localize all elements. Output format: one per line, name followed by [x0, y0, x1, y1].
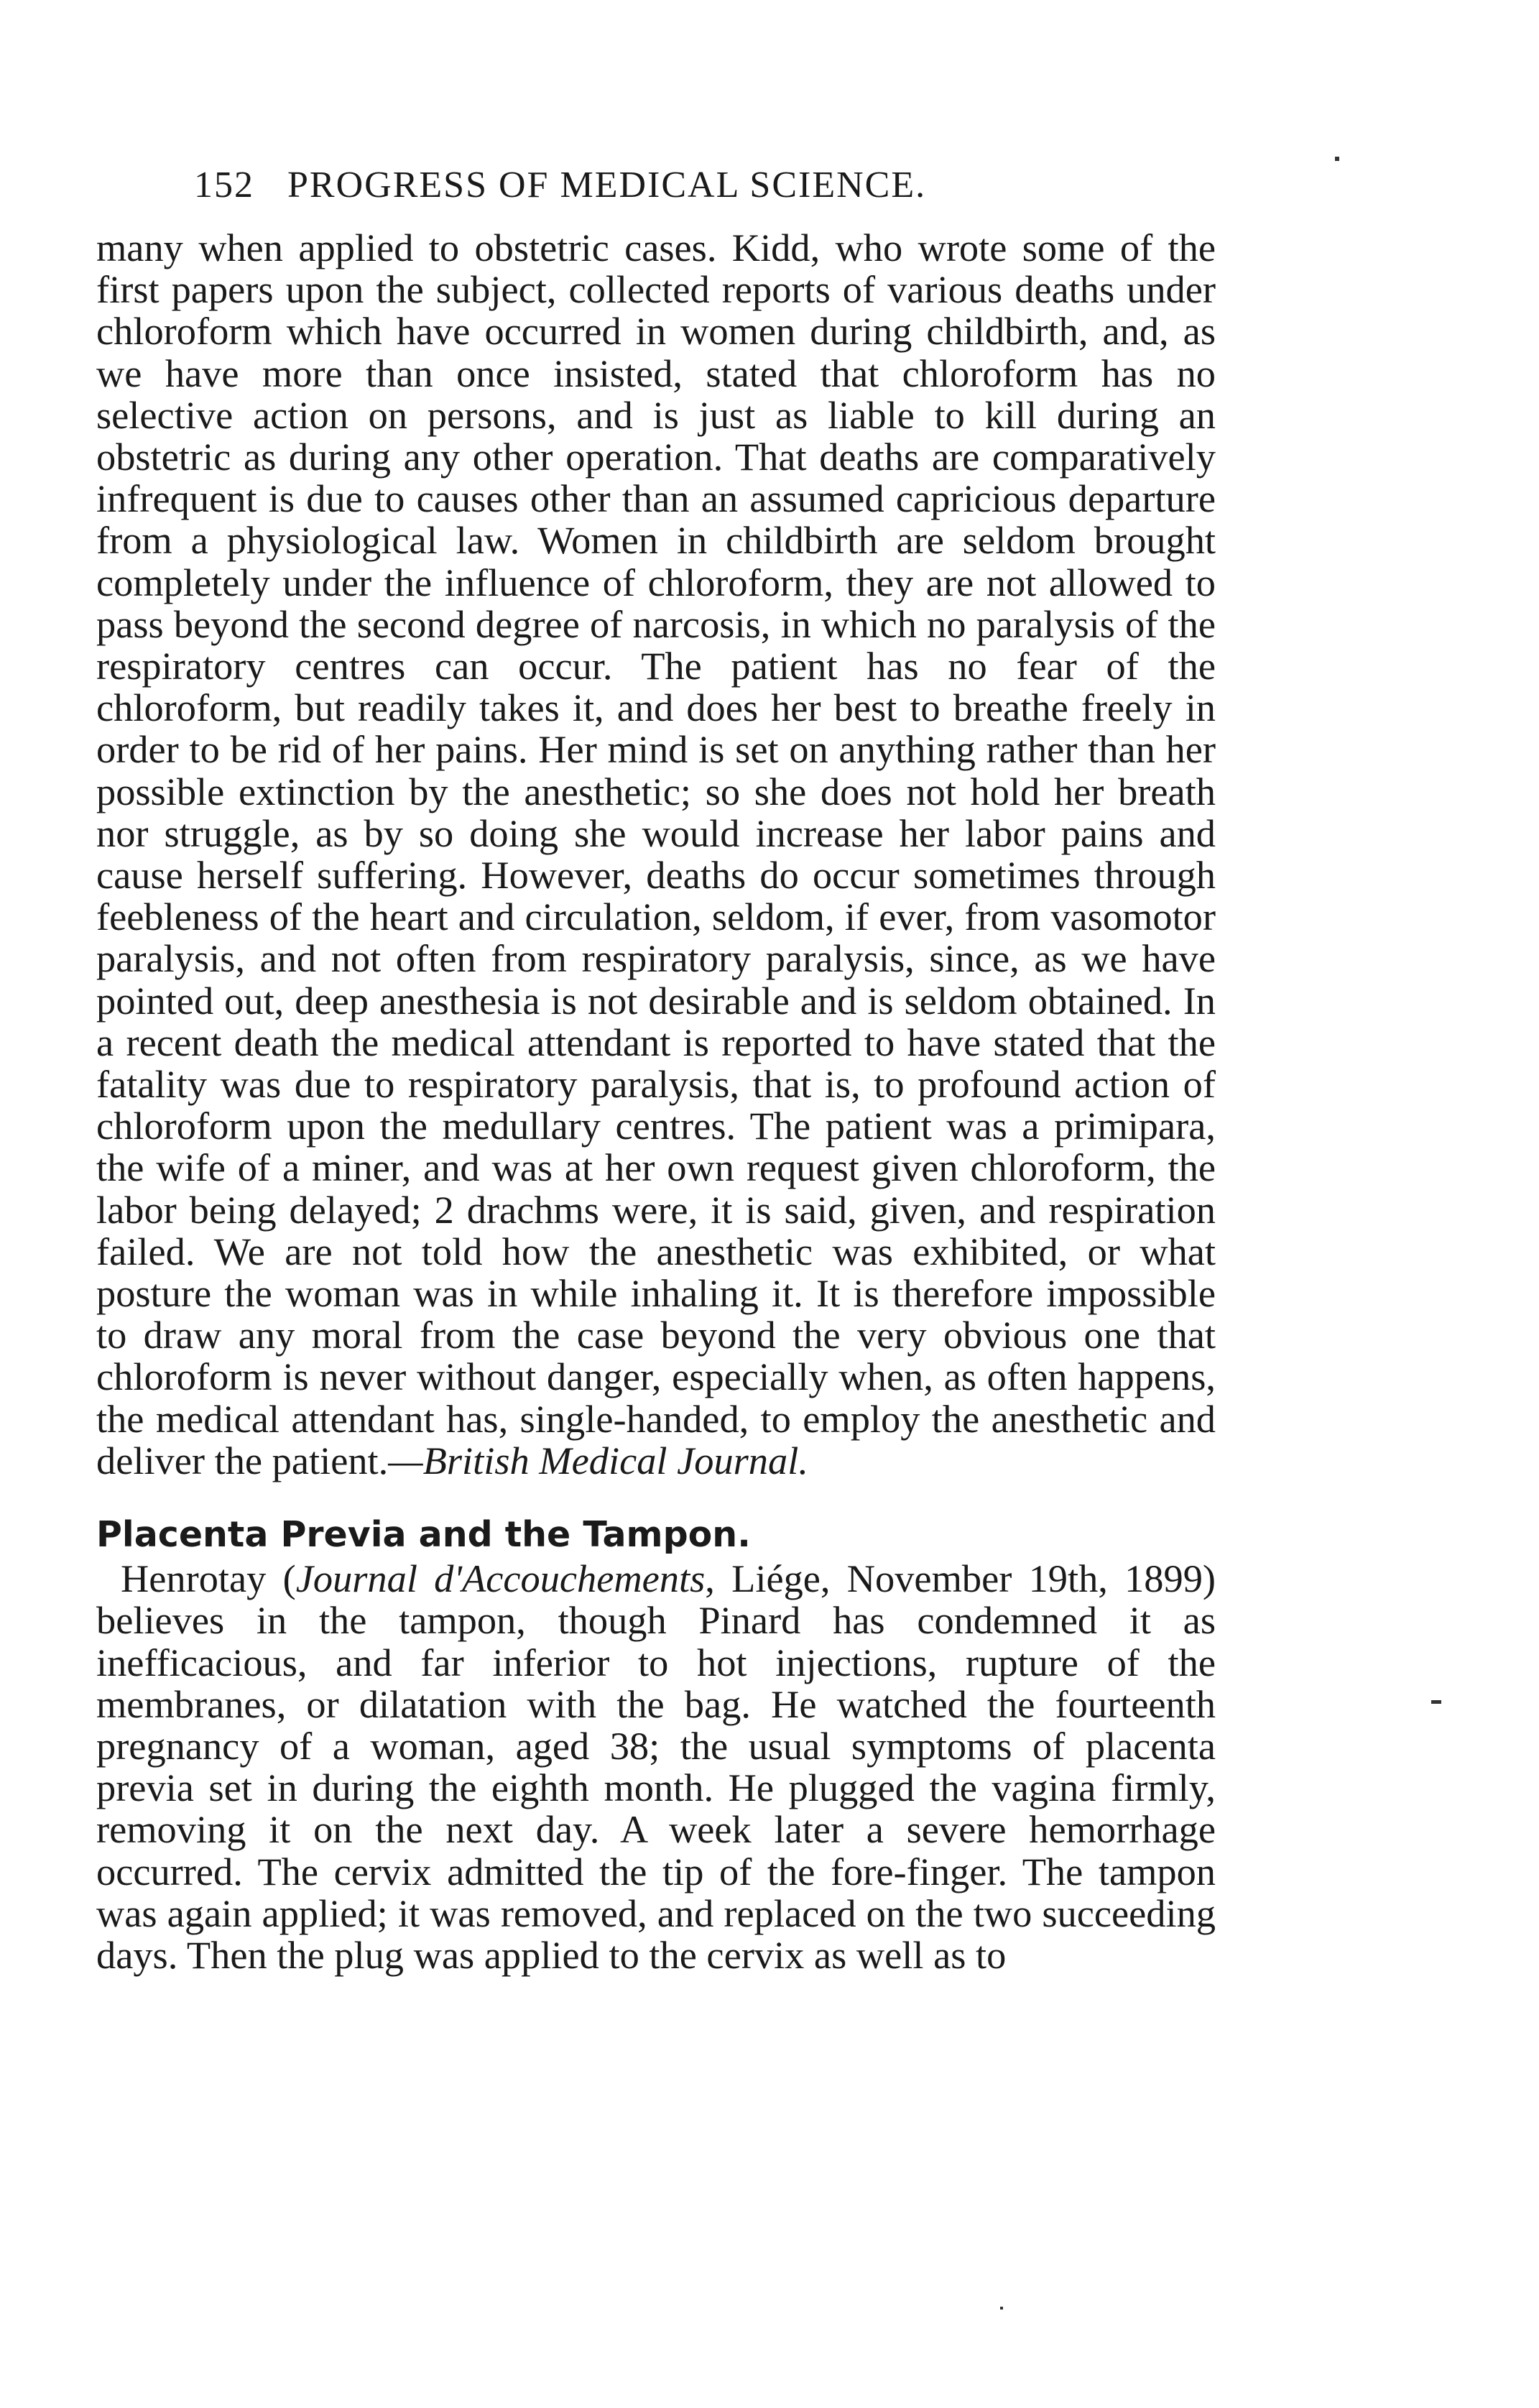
body-text [96, 227, 1216, 2210]
author-lead: Henrotay ( [121, 1557, 296, 1601]
print-speck [1000, 2307, 1003, 2310]
paragraph-chloroform [96, 227, 1216, 1482]
running-title: PROGRESS OF MEDICAL SCIENCE. [287, 165, 927, 206]
citation: —British Medical Journal. [388, 1439, 808, 1482]
print-speck [1431, 1700, 1441, 1704]
page-number: 152 [194, 165, 254, 206]
journal-title: Journal d'Accouchements [295, 1557, 706, 1601]
running-head [194, 164, 1214, 214]
paragraph-text: , Liége, November 19th, 1899) believes in the tampon, though Pinard has condemned it as inefficacious, and far inferior to hot injections, rupture of the membranes, or dilatation with the bag. He watched the fourteenth pregnancy of a woman, aged 38; the usual symptoms of placenta previa set in during the eighth month. He plugged the vagina firmly, removing it on the next day. A week later a severe hemorrhage occurred. The cervix admitted the tip of the fore-finger. The tampon was again applied; it was removed, and replaced on the two succeeding days. Then the plug was applied to the cervix as well as to [96, 1557, 1216, 1977]
paragraph-placenta-previa [96, 1558, 1216, 1976]
paragraph-text: many when applied to obstetric cases. Kidd, who wrote some of the first papers upon the subject, collected reports of various deaths under chloroform which have occurred in women during childbirth, and, as we have more than once insisted, stated that chloroform has no selective action on persons, and is just as liable to kill during an obstetric as during any other operation. That deaths are comparatively infrequent is due to causes other than an assumed capricious departure from a physiological law. Women in childbirth are seldom brought completely under the influence of chloroform, they are not allowed to pass beyond the second degree of narcosis, in which no paralysis of the respiratory centres can occur. The patient has no fear of the chloroform, but readily takes it, and does her best to breathe freely in order to be rid of her pains. Her mind is set on anything rather than her possible extinction by the anesthetic; so she does not hold her breath nor struggle, as by so doing she would increase her labor pains and cause herself suffering. However, deaths do occur sometimes through feebleness of the heart and circulation, seldom, if ever, from vasomotor paralysis, and not often from respiratory paralysis, since, as we have pointed out, deep anesthesia is not desirable and is seldom obtained. In a recent death the medical attendant is reported to have stated that the fatality was due to respiratory paralysis, that is, to profound action of chloroform upon the medullary centres. The patient was a primipara, the wife of a miner, and was at her own request given chloroform, the labor being delayed; 2 drachms were, it is said, given, and respiration failed. We are not told how the anesthetic was exhibited, or what posture the woman was in while inhaling it. It is therefore impossible to draw any moral from the case beyond the very obvious one that chloroform is never without danger, especially when, as often happens, the medical attendant has, single-handed, to employ the anesthetic and deliver the patient. [96, 226, 1216, 1482]
print-speck [1335, 157, 1339, 161]
section-heading: Placenta Previa and the Tampon. [96, 1514, 751, 1556]
